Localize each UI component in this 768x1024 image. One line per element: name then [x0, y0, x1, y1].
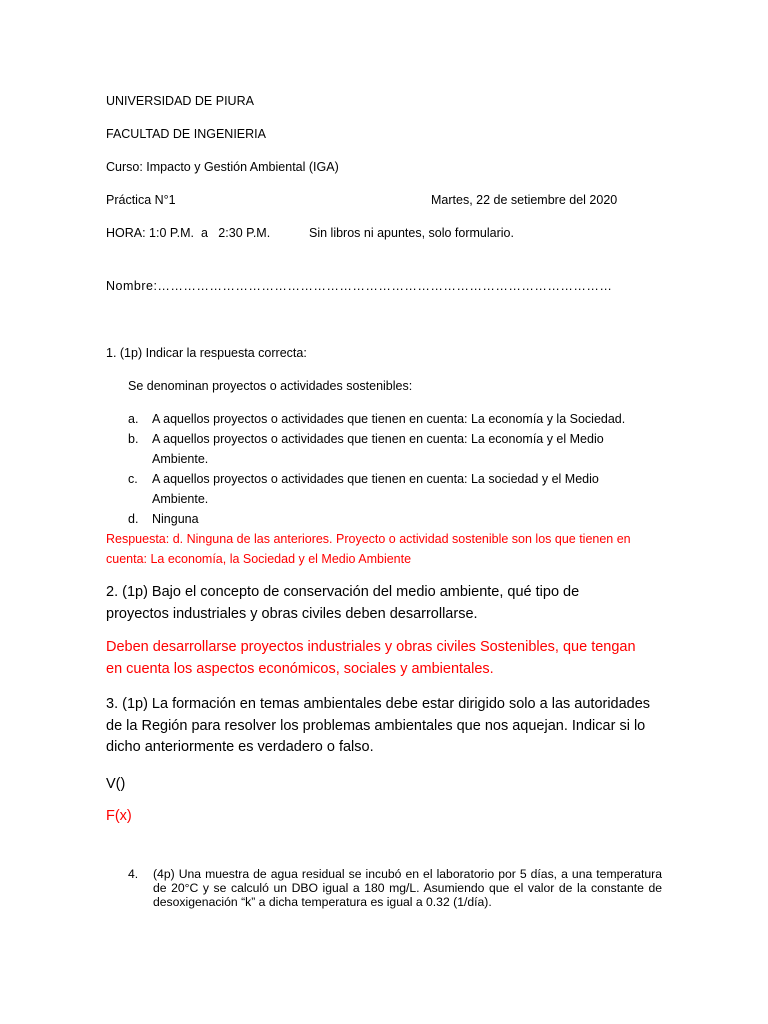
option-letter: d.: [128, 512, 139, 526]
question-4-number: 4.: [128, 867, 139, 881]
option-letter: a.: [128, 412, 139, 426]
course-name: Curso: Impacto y Gestión Ambiental (IGA): [106, 160, 339, 174]
question-4: [128, 867, 662, 909]
option-b: [128, 429, 632, 469]
option-d: [128, 509, 652, 529]
option-c: [128, 469, 622, 509]
university-name: UNIVERSIDAD DE PIURA: [106, 94, 254, 108]
option-true: V(): [106, 776, 126, 792]
option-text: A aquellos proyectos o actividades que tienen en cuenta: La economía y el Medio Ambiente.: [152, 432, 604, 466]
option-text: Ninguna: [152, 512, 199, 526]
name-field: Nombre:……………………………………………………………………………………………: [106, 279, 613, 293]
option-false-selected: F(x): [106, 808, 132, 824]
exam-rules: Sin libros ni apuntes, solo formulario.: [309, 226, 514, 240]
question-1-prompt: 1. (1p) Indicar la respuesta correcta:: [106, 346, 307, 360]
option-letter: c.: [128, 472, 138, 486]
option-letter: b.: [128, 432, 139, 446]
question-1-stem: Se denominan proyectos o actividades sostenibles:: [128, 379, 413, 393]
faculty-name: FACULTAD DE INGENIERIA: [106, 127, 266, 141]
question-1-answer: Respuesta: d. Ninguna de las anteriores. Proyecto o actividad sostenible son los que tienen en cuenta: La economía, la Sociedad y el Medio Ambiente: [106, 532, 631, 566]
exam-time: HORA: 1:0 P.M. a 2:30 P.M.: [106, 226, 271, 240]
question-4-text: (4p) Una muestra de agua residual se incubó en el laboratorio por 5 días, a una temperatura de 20°C y se calculó un DBO igual a 180 mg/L. Asumiendo que el valor de la constante de desoxigenación “k” a dicha temperatura es igual a 0.32 (1/día).: [153, 867, 662, 909]
question-2-answer: Deben desarrollarse proyectos industriales y obras civiles Sostenibles, que tengan en cuenta los aspectos económicos, sociales y ambientales.: [106, 639, 636, 677]
option-a: [128, 409, 652, 429]
option-text: A aquellos proyectos o actividades que tienen en cuenta: La sociedad y el Medio Ambiente.: [152, 472, 599, 506]
option-text: A aquellos proyectos o actividades que tienen en cuenta: La economía y la Sociedad.: [152, 412, 626, 426]
exam-date: Martes, 22 de setiembre del 2020: [431, 193, 618, 207]
question-2-prompt: 2. (1p) Bajo el concepto de conservación del medio ambiente, qué tipo de proyectos industriales y obras civiles deben desarrollarse.: [106, 584, 580, 622]
question-3-prompt: 3. (1p) La formación en temas ambientales debe estar dirigido solo a las autoridades de la Región para resolver los problemas ambientales que nos aquejan. Indicar si lo dicho anteriormente es verdadero o falso.: [106, 696, 651, 755]
practice-number: Práctica N°1: [106, 193, 176, 207]
